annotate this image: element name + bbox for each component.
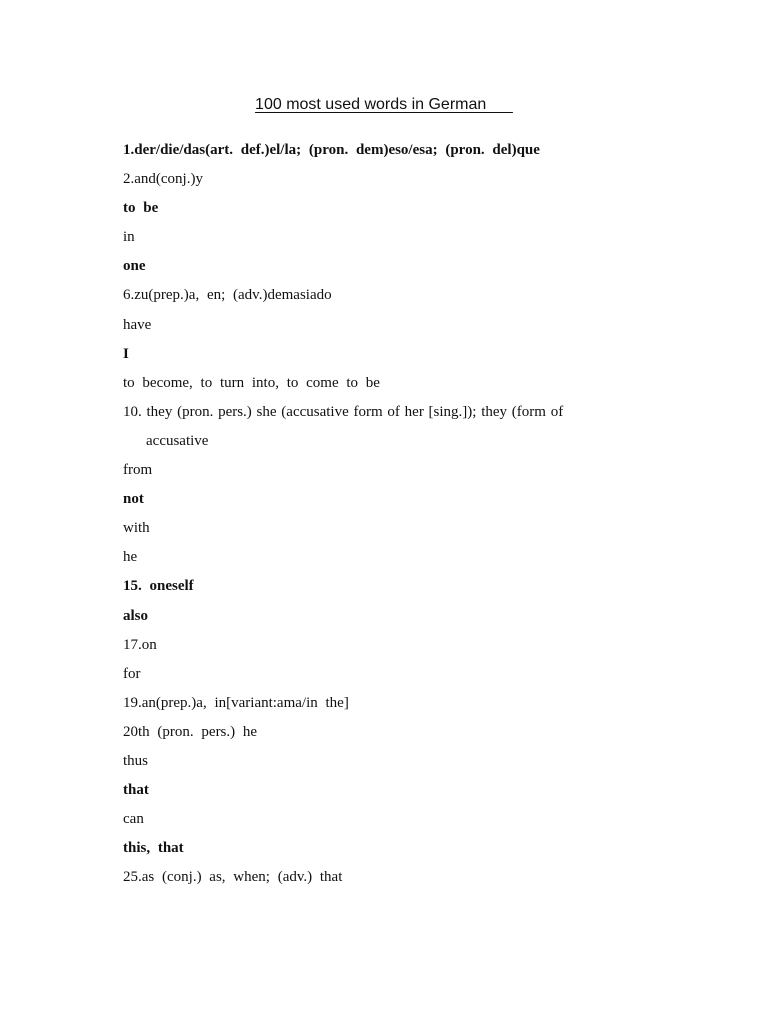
list-item: for (123, 665, 141, 682)
list-item: accusative (146, 432, 209, 449)
list-item: 6.zu(prep.)a, en; (adv.)demasiado (123, 287, 332, 304)
list-item: can (123, 811, 144, 828)
list-item: 15. oneself (123, 578, 194, 595)
list-item: to be (123, 200, 159, 217)
list-item: not (123, 491, 144, 508)
list-item: one (123, 258, 146, 275)
list-item: have (123, 316, 152, 333)
list-item: that (123, 782, 149, 799)
list-item: 17.on (123, 636, 157, 653)
list-item: to become, to turn into, to come to be (123, 374, 380, 391)
word-list (123, 136, 623, 892)
list-item: 25.as (conj.) as, when; (adv.) that (123, 869, 343, 886)
list-item: 1.der/die/das(art. def.)el/la; (pron. dem)eso/esa; (pron. del)que (123, 142, 540, 158)
list-item: I (123, 345, 129, 362)
list-item: 20th (pron. pers.) he (123, 723, 258, 740)
list-item: thus (123, 752, 149, 769)
document-title-text: 100 most used words in German (255, 96, 513, 113)
list-item: 10. they (pron. pers.) she (accusative form of her [sing.]); they (form of (123, 403, 564, 420)
list-item: in (123, 229, 135, 246)
list-item: from (123, 462, 153, 479)
list-item: he (123, 549, 138, 566)
list-item: 19.an(prep.)a, in[variant:ama/in the] (123, 694, 349, 711)
list-item: 2.and(conj.)y (123, 171, 203, 188)
document-title (0, 95, 768, 115)
list-item: this, that (123, 840, 184, 857)
list-item: with (123, 520, 150, 537)
list-item: also (123, 607, 149, 624)
